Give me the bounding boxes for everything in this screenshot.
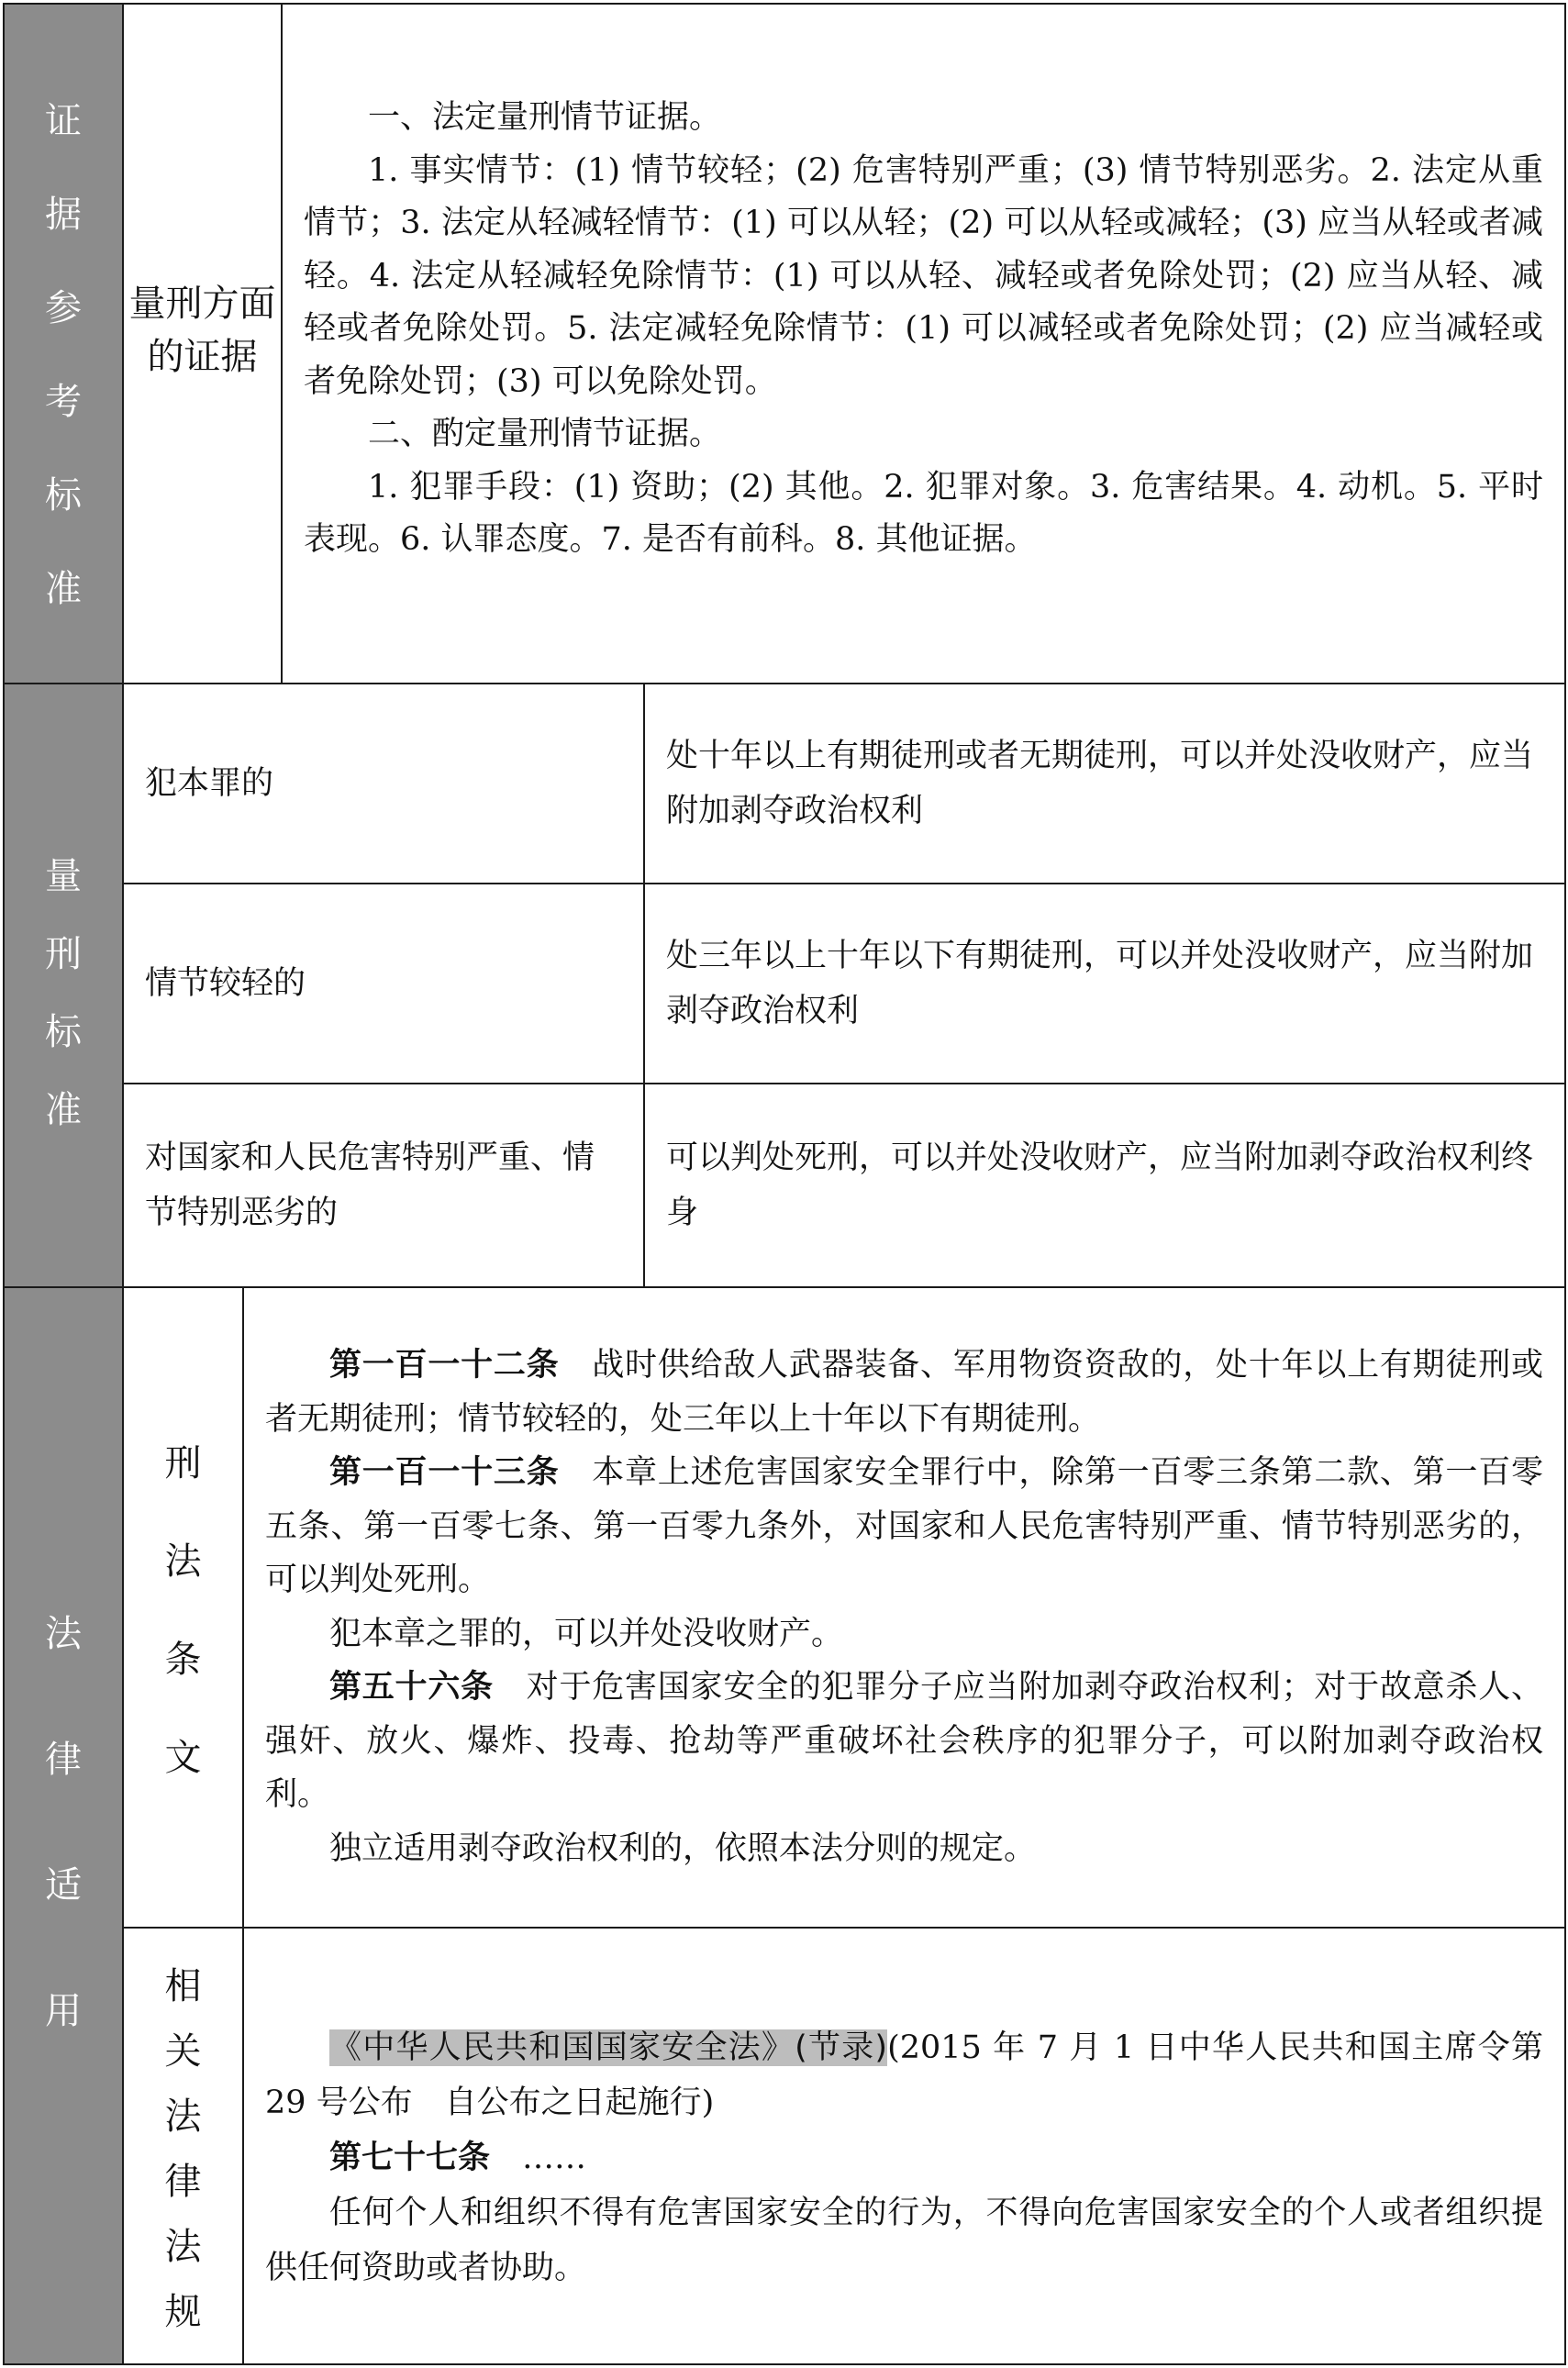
sub-label-related-regulations bbox=[122, 1927, 244, 2365]
related-law-source: (2015 年 7 月 1 日中华人民共和国主席令第 29 号公布 自公布之日起施行) bbox=[265, 2029, 1543, 2121]
sub-label-related-char: 法 bbox=[164, 2096, 202, 2138]
side-label-sentencing-char: 标 bbox=[45, 1011, 82, 1053]
sub-label-criminal-law-articles bbox=[122, 1286, 244, 1929]
evidence-heading-discretionary: 二、酌定量刑情节证据。 bbox=[368, 416, 722, 452]
sub-label-criminal-law-char: 刑 bbox=[164, 1442, 202, 1484]
side-label-law-char: 适 bbox=[45, 1864, 82, 1907]
criminal-law-paragraph bbox=[265, 1446, 1543, 1607]
side-label-evidence-char: 证 bbox=[45, 100, 82, 142]
related-article-lead: 第七十七条 bbox=[329, 2140, 491, 2176]
article-text: 本章上述危害国家安全罪行中，除第一百零三条第二款、第一百零五条、第一百零七条、第一百零九条外，对国家和人民危害特别严重、情节特别恶劣的，可以判处死刑。 bbox=[265, 1454, 1543, 1598]
side-label-evidence-char: 准 bbox=[45, 568, 82, 610]
sub-label-related-char: 关 bbox=[164, 2030, 202, 2073]
criminal-law-paragraph bbox=[265, 1339, 1543, 1446]
sub-label-evidence-char: 证据 bbox=[183, 335, 258, 378]
side-label-sentencing-char: 刑 bbox=[45, 933, 82, 975]
criminal-law-paragraph bbox=[265, 1661, 1543, 1822]
evidence-content bbox=[281, 3, 1566, 684]
sentencing-penalty-1: 处十年以上有期徒刑或者无期徒刑，可以并处没收财产，应当附加剥夺政治权利 bbox=[643, 683, 1566, 884]
sentencing-penalty-3: 可以判处死刑，可以并处没收财产，应当附加剥夺政治权利终身 bbox=[643, 1083, 1566, 1288]
related-article-text: 任何个人和组织不得有危害国家安全的行为，不得向危害国家安全的个人或者组织提供任何资助或者协助。 bbox=[265, 2195, 1543, 2286]
related-article-ellipsis: …… bbox=[490, 2140, 587, 2176]
sub-label-related-char: 规 bbox=[164, 2291, 202, 2333]
side-label-legal-application bbox=[3, 1286, 124, 2365]
evidence-discretionary-items: 1. 犯罪手段：(1) 资助；(2) 其他。2. 犯罪对象。3. 危害结果。4. 动机。5. 平时表现。6. 认罪态度。7. 是否有前科。8. 其他证据。 bbox=[304, 468, 1543, 558]
sentencing-condition-1: 犯本罪的 bbox=[122, 683, 645, 884]
sentencing-condition-3: 对国家和人民危害特别严重、情节特别恶劣的 bbox=[122, 1083, 645, 1288]
article-number: 第五十六条 bbox=[329, 1669, 494, 1706]
side-label-evidence-char: 标 bbox=[45, 474, 82, 517]
related-law-title: 《中华人民共和国国家安全法》(节录) bbox=[329, 2029, 888, 2066]
side-label-sentencing-char: 准 bbox=[45, 1089, 82, 1131]
sub-label-criminal-law-char: 法 bbox=[164, 1540, 202, 1583]
criminal-law-content bbox=[242, 1286, 1566, 1929]
article-text: 对于危害国家安全的犯罪分子应当附加剥夺政治权利；对于故意杀人、强奸、放火、爆炸、投毒、抢劫等严重破坏社会秩序的犯罪分子，可以附加剥夺政治权利。 bbox=[265, 1669, 1543, 1813]
related-law-title-line bbox=[265, 2020, 1543, 2130]
side-label-law-char: 法 bbox=[45, 1613, 82, 1655]
sub-label-related-char: 相 bbox=[164, 1965, 202, 2007]
article-number: 第一百一十三条 bbox=[329, 1454, 560, 1491]
related-article-heading bbox=[265, 2130, 1543, 2185]
related-regulations-content bbox=[242, 1927, 1566, 2365]
evidence-statutory-items: 1. 事实情节：(1) 情节较轻；(2) 危害特别严重；(3) 情节特别恶劣。2. 法定从重情节；3. 法定从轻减轻情节：(1) 可以从轻；(2) 可以从轻或减轻；(3) 应当从轻或者减轻。4. 法定从轻减轻免除情节：(1) 可以从轻、减轻或者免除处罚；(2) 应当从轻、减轻或者免除处罚。5. 法定减轻免除情节：(1) 可以减轻或者免除处罚；(2) 应当减轻或者免除处罚；(3) 可以免除处罚。 bbox=[304, 151, 1543, 400]
side-label-law-char: 用 bbox=[45, 1990, 82, 2032]
article-text: 独立适用剥夺政治权利的，依照本法分则的规定。 bbox=[329, 1829, 1037, 1867]
criminal-law-paragraph bbox=[265, 1607, 1543, 1662]
sub-label-related-char: 法 bbox=[164, 2226, 202, 2268]
sentencing-condition-2: 情节较轻的 bbox=[122, 883, 645, 1084]
sub-label-evidence-char: 量刑 bbox=[128, 282, 203, 325]
side-label-evidence-standard bbox=[3, 3, 124, 684]
evidence-heading-statutory: 一、法定量刑情节证据。 bbox=[368, 99, 722, 136]
sub-label-criminal-law-char: 条 bbox=[164, 1639, 202, 1681]
article-number: 第一百一十二条 bbox=[329, 1347, 560, 1384]
article-text: 犯本章之罪的，可以并处没收财产。 bbox=[329, 1615, 844, 1652]
sub-label-evidence-char: 方面 bbox=[202, 282, 276, 325]
sub-label-related-char: 律 bbox=[164, 2161, 202, 2203]
sub-label-criminal-law-char: 文 bbox=[164, 1737, 202, 1779]
side-label-sentencing-standard bbox=[3, 683, 124, 1288]
criminal-law-paragraph bbox=[265, 1822, 1543, 1876]
side-label-evidence-char: 参 bbox=[45, 287, 82, 329]
side-label-sentencing-char: 量 bbox=[45, 855, 82, 897]
sub-label-evidence-char: 的 bbox=[147, 335, 184, 378]
sentencing-penalty-2: 处三年以上十年以下有期徒刑，可以并处没收财产，应当附加剥夺政治权利 bbox=[643, 883, 1566, 1084]
sub-label-sentencing-evidence bbox=[122, 3, 283, 684]
article-text: 战时供给敌人武器装备、军用物资资敌的，处十年以上有期徒刑或者无期徒刑；情节较轻的，处三年以上十年以下有期徒刑。 bbox=[265, 1347, 1543, 1438]
side-label-evidence-char: 考 bbox=[45, 381, 82, 423]
side-label-evidence-char: 据 bbox=[45, 194, 82, 236]
side-label-law-char: 律 bbox=[45, 1739, 82, 1781]
